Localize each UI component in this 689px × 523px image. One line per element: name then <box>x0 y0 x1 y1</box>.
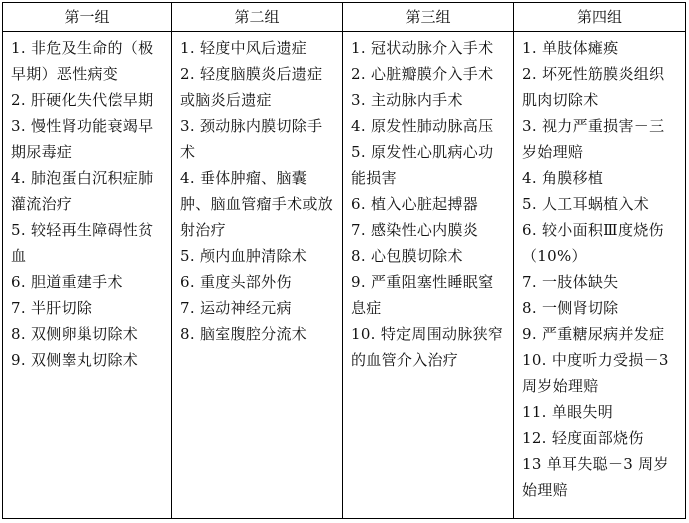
group-4-item: 4. 角膜移植 <box>522 169 604 187</box>
group-3-item: 5. 原发性心肌病心功能损害 <box>351 143 494 187</box>
group-3-item: 8. 心包膜切除术 <box>351 247 463 265</box>
group-2-item: 3. 颈动脉内膜切除手术 <box>180 117 323 161</box>
group-3-item: 6. 植入心脏起搏器 <box>351 195 479 213</box>
group-3-cell <box>343 32 514 519</box>
group-1-cell <box>3 32 172 519</box>
group-3-header: 第三组 <box>343 3 514 32</box>
group-4-item: 3. 视力严重损害－三岁始理赔 <box>522 117 665 161</box>
group-4-item: 6. 较小面积Ⅲ度烧伤（10%） <box>522 221 664 265</box>
group-4-item: 12. 轻度面部烧伤 <box>522 429 644 447</box>
group-3-item: 1. 冠状动脉介入手术 <box>351 39 494 57</box>
group-4-item: 9. 严重糖尿病并发症 <box>522 325 665 343</box>
group-1-item: 3. 慢性肾功能衰竭早期尿毒症 <box>11 117 154 161</box>
group-3-item: 4. 原发性肺动脉高压 <box>351 117 494 135</box>
group-1-item: 2. 肝硬化失代偿早期 <box>11 91 154 109</box>
group-3-item: 9. 严重阻塞性睡眠窒息症 <box>351 273 494 317</box>
group-3-item: 10. 特定周围动脉狭窄的血管介入治疗 <box>351 325 504 369</box>
group-4-item: 11. 单眼失明 <box>522 403 614 421</box>
group-4-item: 5. 人工耳蜗植入术 <box>522 195 650 213</box>
group-4-header: 第四组 <box>514 3 686 32</box>
disease-group-table <box>2 2 686 519</box>
group-1-item: 1. 非危及生命的（极早期）恶性病变 <box>11 39 154 83</box>
group-2-item: 1. 轻度中风后遗症 <box>180 39 308 57</box>
group-3-item: 7. 感染性心内膜炎 <box>351 221 479 239</box>
group-4-item: 10. 中度听力受损－3 周岁始理赔 <box>522 351 669 395</box>
group-3-item: 2. 心脏瓣膜介入手术 <box>351 65 494 83</box>
group-4-item: 8. 一侧肾切除 <box>522 299 619 317</box>
group-4-item: 2. 坏死性筋膜炎组织肌肉切除术 <box>522 65 665 109</box>
group-4-item: 13 单耳失聪－3 周岁始理赔 <box>522 455 669 499</box>
group-2-header: 第二组 <box>172 3 343 32</box>
group-4-cell <box>514 32 686 519</box>
group-1-item: 9. 双侧睾丸切除术 <box>11 351 139 369</box>
group-1-item: 7. 半肝切除 <box>11 299 93 317</box>
group-4-item: 1. 单肢体瘫痪 <box>522 39 619 57</box>
group-1-item: 8. 双侧卵巢切除术 <box>11 325 139 343</box>
group-2-item: 2. 轻度脑膜炎后遗症或脑炎后遗症 <box>180 65 323 109</box>
group-1-header: 第一组 <box>3 3 172 32</box>
group-2-item: 6. 重度头部外伤 <box>180 273 292 291</box>
body-row <box>3 32 686 519</box>
group-2-item: 7. 运动神经元病 <box>180 299 292 317</box>
header-row <box>3 3 686 32</box>
group-1-item: 6. 胆道重建手术 <box>11 273 123 291</box>
group-2-cell <box>172 32 343 519</box>
group-2-item: 4. 垂体肿瘤、脑囊肿、脑血管瘤手术或放射治疗 <box>180 169 334 239</box>
group-1-item: 4. 肺泡蛋白沉积症肺灌流治疗 <box>11 169 154 213</box>
group-1-item: 5. 较轻再生障碍性贫血 <box>11 221 154 265</box>
group-3-item: 3. 主动脉内手术 <box>351 91 463 109</box>
group-2-item: 5. 颅内血肿清除术 <box>180 247 308 265</box>
group-4-item: 7. 一肢体缺失 <box>522 273 619 291</box>
group-2-item: 8. 脑室腹腔分流术 <box>180 325 308 343</box>
